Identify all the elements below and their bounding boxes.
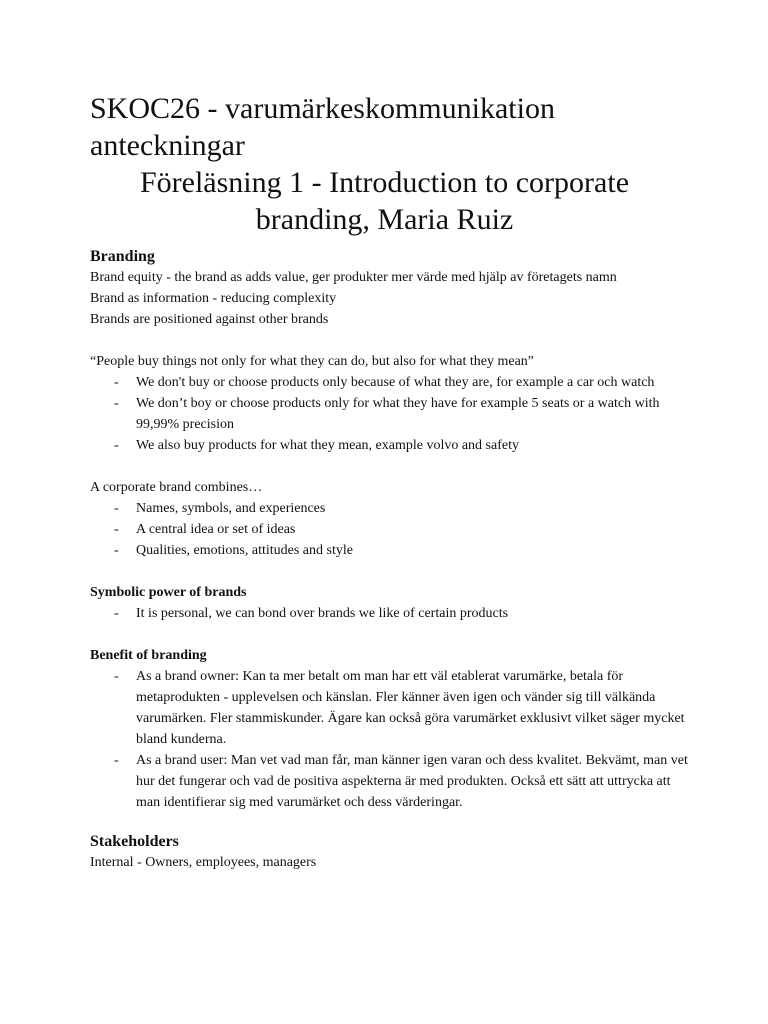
list-item: - We don’t boy or choose products only for what they have for example 5 seats or a watch with 99,99% precision [114, 396, 660, 432]
stakeholders-heading: Stakeholders [90, 833, 179, 850]
corporate-brand-intro: A corporate brand combines… [90, 480, 263, 495]
benefit-list [90, 666, 690, 813]
document-title-line-2: anteckningar [90, 129, 245, 162]
branding-line-3: Brands are positioned against other brands [90, 312, 329, 327]
branding-quote: “People buy things not only for what they can do, but also for what they mean” [90, 354, 535, 369]
stakeholders-internal: Internal - Owners, employees, managers [90, 855, 317, 870]
document-title [90, 90, 690, 164]
benefit-heading: Benefit of branding [90, 648, 207, 663]
document-page [90, 90, 690, 873]
list-item: - A central idea or set of ideas [114, 522, 296, 537]
list-item: - As a brand user: Man vet vad man får, man känner igen varan och dess kvalitet. Bekvämt, man vet hur det fungerar och vad de positiva aspekterna är med produkten. Också ett sätt att uttrycka att man identifierar sig med varumärket och dess värderingar. [114, 753, 688, 810]
symbolic-power-heading: Symbolic power of brands [90, 585, 247, 600]
symbolic-power-list [90, 603, 690, 624]
lecture-title-line-1: Föreläsning 1 - Introduction to corporate [139, 166, 630, 199]
document-title-line-1: SKOC26 - varumärkeskommunikation [90, 92, 555, 125]
lecture-title-line-2: branding, Maria Ruiz [255, 203, 514, 236]
list-item: - We don't buy or choose products only because of what they are, for example a car och watch [114, 375, 655, 390]
branding-line-2: Brand as information - reducing complexity [90, 291, 337, 306]
branding-heading: Branding [90, 248, 155, 265]
list-item: - It is personal, we can bond over brands we like of certain products [114, 606, 509, 621]
list-item: - As a brand owner: Kan ta mer betalt om man har ett väl etablerat varumärke, betala för metaprodukten - upplevelsen och känslan. Fler känner även igen och vänder sig till välkända varumärken. Fler stammiskunder. Ägare kan också göra varumärket exklusivt vilket säger mycket bland kunderna. [114, 669, 685, 747]
branding-line-1: Brand equity - the brand as adds value, ger produkter mer värde med hjälp av företagets namn [90, 270, 617, 285]
list-item: - Names, symbols, and experiences [114, 501, 326, 516]
list-item: - We also buy products for what they mean, example volvo and safety [114, 438, 519, 453]
corporate-brand-list [90, 498, 690, 561]
lecture-title [90, 164, 679, 238]
quote-list [90, 372, 690, 456]
list-item: - Qualities, emotions, attitudes and style [114, 543, 353, 558]
